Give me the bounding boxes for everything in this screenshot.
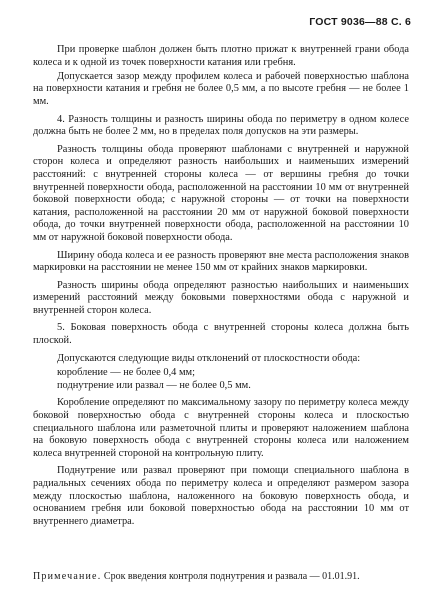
paragraph: 4. Разность толщины и разность ширины обода по периметру в одном колесе должна быть не более 2 мм, но в пределах поля допусков на эти размеры. [33,113,409,138]
paragraph: Допускается зазор между профилем колеса и рабочей поверхностью шаблона на поверхности катания и гребня не более 0,5 мм, а по высоте гребня — не более 1 мм. [33,70,409,107]
paragraph: Ширину обода колеса и ее разность проверяют вне места расположения знаков маркировки на расстоянии не менее 150 мм от крайних знаков маркировки. [33,249,409,274]
paragraph: Поднутрение или развал проверяют при помощи специального шаблона в радиальных сечениях обода по периметру колеса и определяют размером зазора между плоскостью шаблона, наложенного на боковую поверхность обода, и основанием гребня или боковой поверхностью обода на расстоянии 10 мм от внутреннего диаметра. [33,465,409,527]
paragraph: Разность ширины обода определяют разностью наибольших и наименьших измерений расстояний между боковыми поверхностями обода с наружной и внутренней сторон колеса. [33,279,409,316]
paragraph: Коробление определяют по максимальному зазору по периметру колеса между боковой поверхностью обода с внутренней стороны колеса и плоскостью специального шаблона или разметочной плиты и проверяют наложением шаблона на боковую поверхность обода с внутренней стороны колеса или наложением колеса внутренней стороной на контрольную плиту. [33,397,409,459]
document-body [33,44,409,530]
list-item: поднутрение или развал — не более 0,5 мм. [57,379,251,391]
paragraph: Допускаются следующие виды отклонений от плоскостности обода: [57,352,361,364]
list-item: коробление — не более 0,4 мм; [57,366,195,378]
note-label: Примечание. [33,571,102,582]
paragraph: 5. Боковая поверхность обода с внутренней стороны колеса должна быть плоской. [33,322,409,347]
note-text: Срок введения контроля поднутрения и развала — 01.01.91. [101,571,360,582]
footnote [33,571,409,583]
page-header: ГОСТ 9036—88 С. 6 [309,16,411,28]
deviation-list [33,367,409,393]
paragraph: Разность толщины обода проверяют шаблонами с внутренней и наружной сторон колеса и определяют разность наибольших и наименьших измерений расстояний: с внутренней стороны колеса — от вершины гребня до точки внутренней поверхности обода, расположенной на расстоянии 10 мм от внутренней боковой поверхности обода; с наружной стороны — от точки на поверхности катания, расположенной на расстоянии 20 мм от наружной боковой поверхности обода, до точки внутренней поверхности обода, расположенной на расстоянии 10 мм от наружной боковой поверхности обода. [33,143,409,243]
paragraph: При проверке шаблон должен быть плотно прижат к внутренней грани обода колеса и к одной из точек поверхности катания или гребня. [33,44,409,68]
